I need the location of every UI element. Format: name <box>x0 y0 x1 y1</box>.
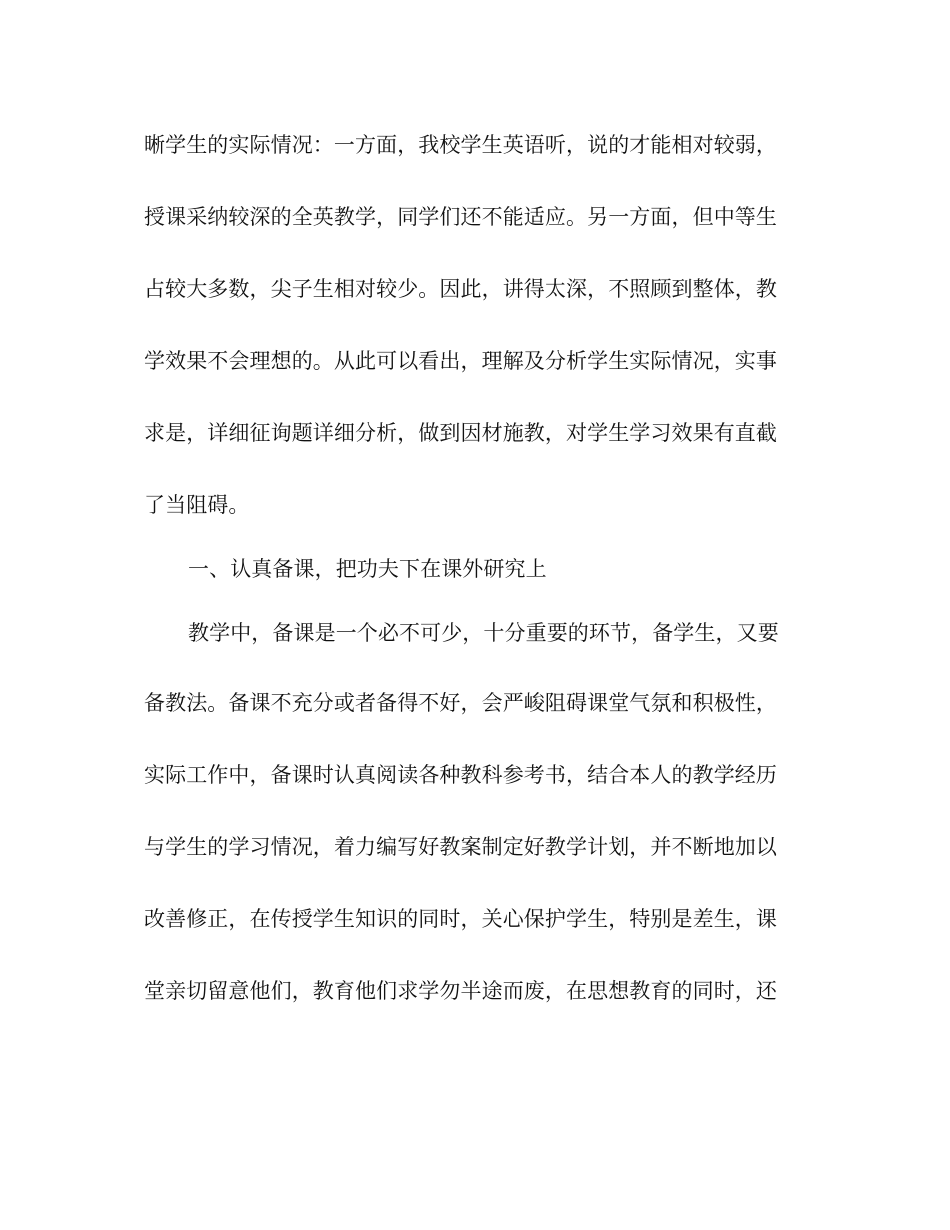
paragraph-line: 了当阻碍。 <box>144 493 250 517</box>
paragraph-line: 教学中，备课是一个必不可少，十分重要的环节，备学生，又要 <box>188 621 779 645</box>
paragraph-line: 晰学生的实际情况：一方面，我校学生英语听，说的才能相对较弱， <box>144 133 777 157</box>
paragraph-line: 备教法。备课不充分或者备得不好，会严峻阻碍课堂气氛和积极性， <box>144 691 777 715</box>
paragraph-line: 学效果不会理想的。从此可以看出，理解及分析学生实际情况，实事 <box>144 349 777 373</box>
paragraph-line: 授课采纳较深的全英教学，同学们还不能适应。另一方面，但中等生 <box>144 205 777 229</box>
paragraph-line: 占较大多数，尖子生相对较少。因此，讲得太深，不照顾到整体，教 <box>144 277 777 301</box>
paragraph-line: 与学生的学习情况，着力编写好教案制定好教学计划，并不断地加以 <box>144 835 777 859</box>
paragraph-line: 改善修正，在传授学生知识的同时，关心保护学生，特别是差生，课 <box>144 907 777 931</box>
paragraph-line: 实际工作中，备课时认真阅读各种教科参考书，结合本人的教学经历 <box>144 763 777 787</box>
paragraph-line: 求是，详细征询题详细分析，做到因材施教，对学生学习效果有直截 <box>144 421 777 445</box>
paragraph-line: 堂亲切留意他们，教育他们求学勿半途而废，在思想教育的同时，还 <box>144 979 777 1003</box>
section-heading: 一、认真备课，把功夫下在课外研究上 <box>188 557 547 581</box>
